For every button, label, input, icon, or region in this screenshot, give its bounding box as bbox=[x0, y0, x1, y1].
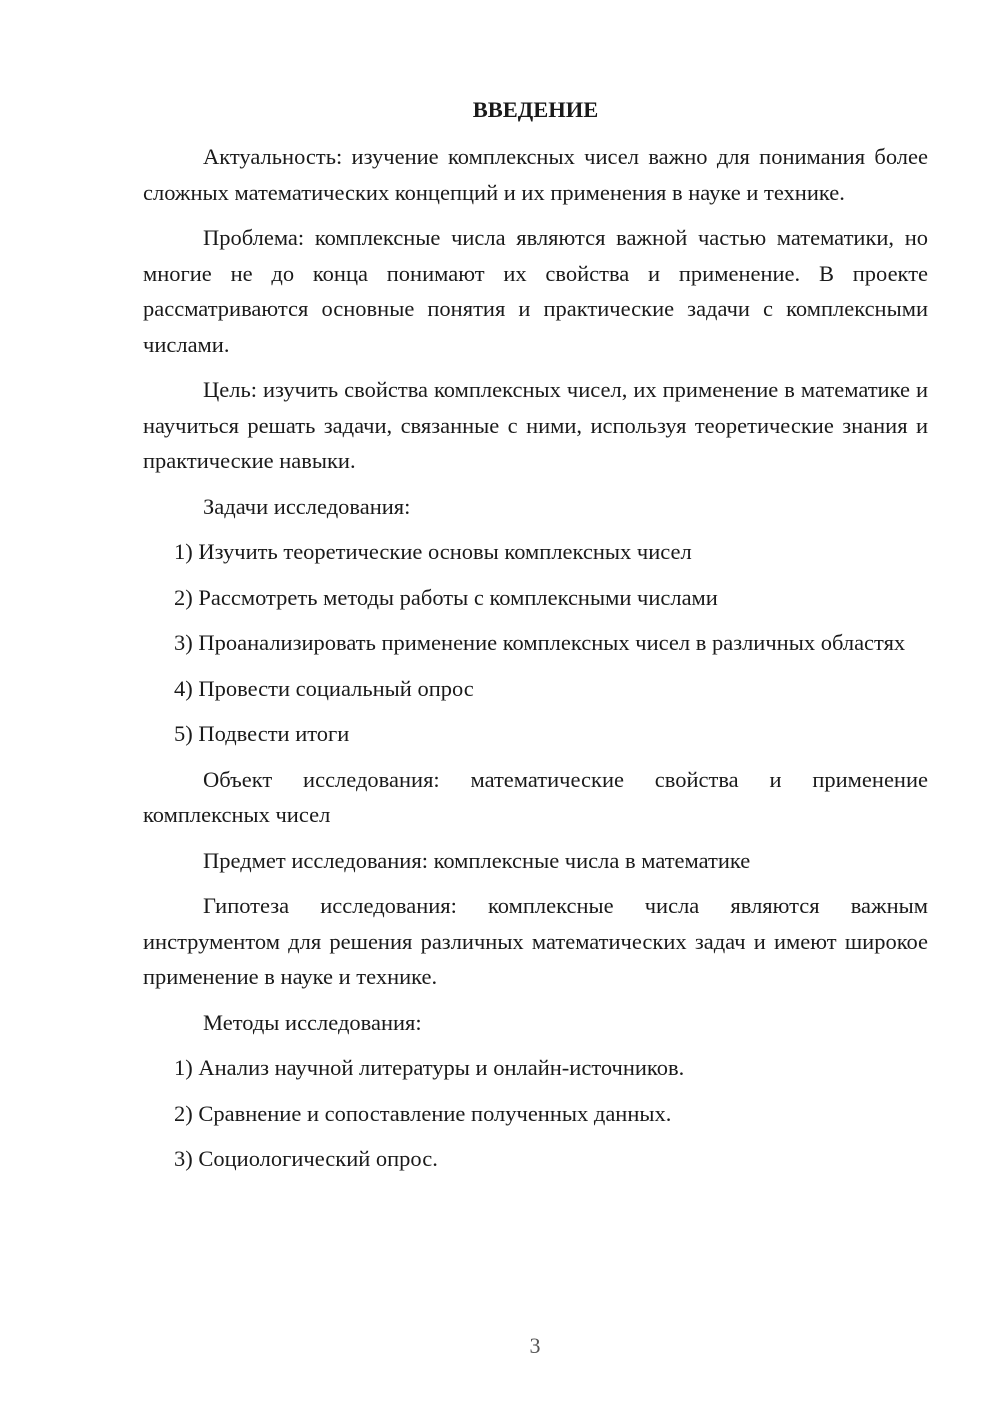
paragraph-problem bbox=[143, 220, 928, 362]
document-page bbox=[143, 92, 928, 1187]
list-item: 2) Рассмотреть методы работы с комплексными числами bbox=[174, 584, 718, 610]
paragraph-subject: Предмет исследования: комплексные числа в математике bbox=[203, 847, 751, 873]
list-item: 3) Социологический опрос. bbox=[174, 1146, 438, 1171]
list-item: 5) Подвести итоги bbox=[174, 721, 350, 746]
tasks-title: Задачи исследования: bbox=[203, 493, 411, 519]
list-item: 1) Анализ научной литературы и онлайн-источников. bbox=[174, 1055, 685, 1080]
paragraph-problem-part1: Проблема: комплексные числа являются важной частью математики, но многие не до конца понимают их свойства и применение. bbox=[143, 225, 928, 286]
methods-title: Методы исследования: bbox=[203, 1009, 422, 1035]
list-item: 2) Сравнение и сопоставление полученных данных. bbox=[174, 1100, 672, 1126]
paragraph-goal: Цель: изучить свойства комплексных чисел, их применение в математике и научиться решать задачи, связанные с ними, используя теоретические знания и практические навыки. bbox=[143, 377, 928, 473]
paragraph-problem-part2: В проекте рассматриваются основные понятия и практические задачи с комплексными числами. bbox=[143, 260, 929, 357]
list-item: 3) Проанализировать применение комплексных чисел в различных областях bbox=[174, 630, 906, 655]
paragraph-relevance: Актуальность: изучение комплексных чисел важно для понимания более сложных математических концепций и их применения в науке и технике. bbox=[143, 144, 928, 205]
list-item: 4) Провести социальный опрос bbox=[174, 675, 474, 701]
paragraph-object: Объект исследования: математические свойства и применение комплексных чисел bbox=[143, 766, 928, 827]
section-heading: ВВЕДЕНИЕ bbox=[472, 97, 599, 122]
paragraph-hypothesis: Гипотеза исследования: комплексные числа являются важным инструментом для решения различных математических задач и имеют широкое применение в науке и технике. bbox=[143, 893, 928, 989]
page-number: 3 bbox=[529, 1333, 541, 1358]
list-item: 1) Изучить теоретические основы комплексных чисел bbox=[174, 539, 692, 564]
